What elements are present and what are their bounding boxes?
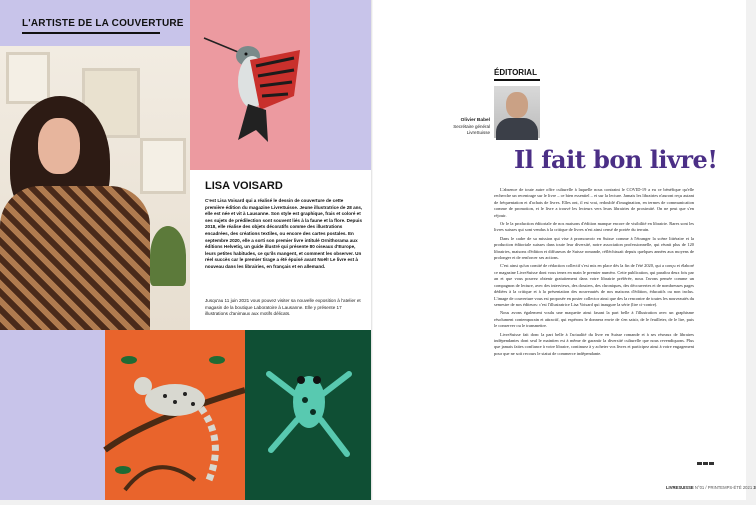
lilac-bottom-block — [0, 330, 105, 500]
left-page — [0, 0, 373, 500]
editorial-body — [494, 187, 694, 359]
footer-brand: LIVRESUISSE — [666, 485, 694, 490]
editorial-paragraph: Or le la production éditoriale de nos maisons d'édition manque encore de visibilité en librairie. Rares sont les livres suisses qui sont vendus à la critique de livres n'est ainsi censé de portée du terrain. — [494, 221, 694, 233]
wall-frame — [140, 138, 186, 194]
plant — [150, 226, 186, 286]
pink-illustration-block — [190, 0, 310, 170]
author-head — [506, 92, 528, 118]
frog-illustration — [245, 330, 373, 500]
editorial-paragraph: Dans le cadre de sa mission qui vise à promouvoir en Suisse comme à l'étranger la scène littéraire et la production éditoriale suisses dans toute leur diversité, notre association professionnelle, qui réunit plus de 120 librairies, maisons d'édition et diffuseurs de Suisse romande, réfléchissait depuis quelques années aux moyens de prolonger et de renforcer ses actions. — [494, 235, 694, 261]
artist-bio: C'est Lisa Voisard qui a réalisé le dessin de couverture de cette première édition du magazine LivreSuisse. Jeune illustratrice de 28 ans, elle est née et vit à Lausanne. Son style est graphique, frais et coloré et ses sujets de prédilection sont souvent liés à la faune et la flore. Depuis 2018, elle réalise des objets décoratifs comme des illustrations encadrées, des créations textiles, ou encore des cartes postales. En septembre 2020, elle a sorti son premier livre intitulé Ornithorama aux éditions Helvetiq, un guide illustré qui présente 80 oiseaux d'Europe, leurs petites habitudes, ce qu'ils mangent, et comment les observer. Un réel succès car le premier tirage a été épuisé avant Noël! Le livre est à nouveau dans les librairies, en français et en allemand. — [205, 198, 363, 269]
lilac-side-block — [310, 0, 373, 170]
end-of-article-mark — [697, 452, 715, 470]
green-illustration-block — [245, 330, 373, 500]
author-name: Olivier Babel — [460, 118, 490, 123]
author-role: Secrétaire général LivreSuisse — [453, 124, 490, 135]
hummingbird-illustration — [190, 0, 310, 170]
footer-page-number: 3 — [753, 485, 756, 490]
wall-frame — [6, 52, 50, 104]
left-kicker: L'ARTISTE DE LA COUVERTURE — [22, 18, 184, 29]
editorial-kicker: ÉDITORIAL — [494, 68, 537, 77]
editorial-kicker-underline — [494, 79, 540, 81]
artist-face — [38, 118, 80, 174]
orange-illustration-block — [105, 330, 245, 500]
editorial-paragraph: Nous avons également voulu une maquette ainsi fasant la part belle à l'illustration avec un graphisme résolument contemporain et attractif, qui espérons le donnera envie de s'en saisir, de le feuilleter, de le lire, puis le conserver ou le transmettre. — [494, 310, 694, 329]
artist-photo — [0, 46, 190, 330]
artist-body — [0, 186, 150, 330]
author-credit — [440, 118, 490, 136]
kicker-underline — [22, 32, 160, 34]
author-portrait — [494, 86, 540, 138]
editorial-paragraph: LivreSuisse fait donc la part belle à l'actualité du livre en Suisse romande et à ses réseaux de libraires indépendantes dont seul le maintien est à même de garantir la diversité culturelle que nous revendiquons. Plus que jamais faites confiance à votre libraire, continuez à y acheter vos livres et participez ainsi à votre engagement pour que ne soit recours le statut de commerce indépendante. — [494, 331, 694, 356]
editorial-headline: Il fait bon livre! — [514, 145, 718, 174]
editorial-paragraph: L'absence de toute autre offre culturelle à laquelle nous contraint le COVID-19 a eu ce bénéfique qu'elle recherche un recentrage sur le livre – ce bien essentiel – et sur la lecture. Jamais les librairies n'auront reçu autant de fréquentation et d'achats de livres. Elles ont, il est vrai, redoublé d'imagination, en termes de communication comme de promotion, et le livre a trouvé les lecteurs vers leurs librairies de proximité. On ne peut que s'en réjouir. — [494, 187, 694, 218]
footer-issue: N°01 / PRINTEMPS-ÉTÉ 2021 — [694, 485, 753, 490]
genet-illustration — [105, 330, 245, 500]
artist-name: LISA VOISARD — [205, 180, 283, 192]
page-footer — [666, 485, 756, 490]
author-suit — [496, 118, 538, 140]
exhibition-note: Jusqu'au 11 juin 2021 vous pouvez visiter sa nouvelle exposition à l'atelier et magasin de la boutique Laboratoire à Lausanne. Elle y présente 17 illustrations d'animaux aux motifs délicats. — [205, 298, 361, 317]
editorial-paragraph: C'est ainsi qu'un comité de rédaction collectif s'est mis en place dès la fin de l'été 2020, qui a conçu et élaboré ce magazine LivreSuisse dont vous tenez en main le premier numéro. Cette publication, qui paraîtra deux fois par an et que vous pouvez obtenir gratuitement dans votre librairie préférée, nous l'avons pensée comme un compagnon de lecture, avec des interviews, des dossiers, des chroniques, des découvertes et de nombreuses pages dédiées à la critique et à la présentation des nouveautés de nos maisons d'édition, éducatifs ou non inclus. L'image de couverture vous est proposée en poster collector ainsi que des la rencontre de toutes les nouveautés du semestre de nos éditeurs: c'est l'illustratrice Lisa Voisard qui inaugure la série (lire ci-contre). — [494, 263, 695, 307]
